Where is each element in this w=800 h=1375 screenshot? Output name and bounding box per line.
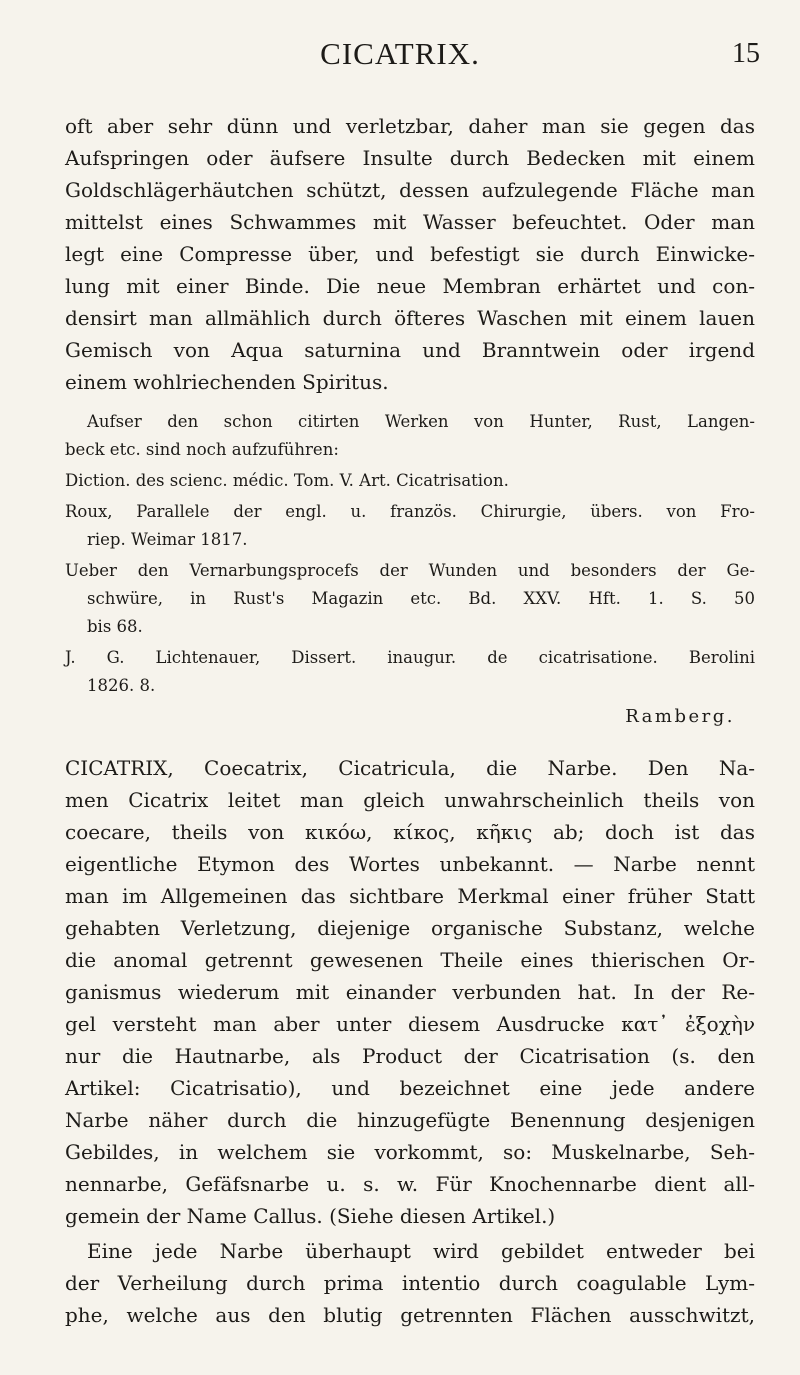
references-intro [65,408,755,464]
reference-line: Ueber den Vernarbungsprocefs der Wunden und besonders der Ge- [65,561,755,580]
text-line: Goldschlägerhäutchen schützt, dessen aufzulegende Fläche man [65,178,755,202]
text-line: eigentliche Etymon des Wortes unbekannt. — Narbe nennt [65,852,755,876]
text-line: gel versteht man aber unter diesem Ausdrucke κατ᾽ ἐξοχὴν [65,1012,755,1036]
text-line: Aufspringen oder äufsere Insulte durch Bedecken mit einem [65,146,755,170]
reference-line: Aufser den schon citirten Werken von Hunter, Rust, Langen- [87,412,755,431]
text-line: die anomal getrennt gewesenen Theile eines thierischen Or- [65,948,755,972]
reference-line: Diction. des scienc. médic. Tom. V. Art. Cicatrisation. [65,471,509,490]
references-block [65,408,755,731]
reference-line: schwüre, in Rust's Magazin etc. Bd. XXV. Hft. 1. S. 50 [87,589,755,608]
text-line: phe, welche aus den blutig getrennten Flächen ausschwitzt, [65,1303,755,1327]
reference-item [65,644,755,700]
reference-line: riep. Weimar 1817. [87,530,248,549]
reference-line: bis 68. [87,617,143,636]
reference-line: 1826. 8. [87,676,156,695]
reference-line: Roux, Parallele der engl. u. französ. Chirurgie, übers. von Fro- [65,502,755,521]
intro-paragraph [65,110,755,398]
text-line: ganismus wiederum mit einander verbunden hat. In der Re- [65,980,755,1004]
text-line: gehabten Verletzung, diejenige organische Substanz, welche [65,916,755,940]
text-line: men Cicatrix leitet man gleich unwahrscheinlich theils von [65,788,755,812]
reference-item [65,498,755,554]
text-line: lung mit einer Binde. Die neue Membran erhärtet und con- [65,274,755,298]
running-header [0,36,800,76]
text-line: einem wohlriechenden Spiritus. [65,370,389,394]
text-line: gemein der Name Callus. (Siehe diesen Artikel.) [65,1204,556,1228]
text-line: man im Allgemeinen das sichtbare Merkmal einer früher Statt [65,884,755,908]
page-number: 15 [732,38,760,69]
text-line: densirt man allmählich durch öfteres Waschen mit einem lauen [65,306,755,330]
text-line: nur die Hautnarbe, als Product der Cicatrisation (s. den [65,1044,755,1068]
text-line: der Verheilung durch prima intentio durch coagulable Lym- [65,1271,755,1295]
text-line: oft aber sehr dünn und verletzbar, daher man sie gegen das [65,114,755,138]
text-line: legt eine Compresse über, und befestigt sie durch Einwicke- [65,242,755,266]
reference-item [65,557,755,641]
reference-item [65,467,755,495]
running-title: CICATRIX. [320,36,480,71]
text-line: Gebildes, in welchem sie vorkommt, so: Muskelnarbe, Seh- [65,1140,755,1164]
text-line: coecare, theils von κικόω, κίκος, κῆκις ab; doch ist das [65,820,755,844]
text-line: CICATRIX, Coecatrix, Cicatricula, die Narbe. Den Na- [65,756,755,780]
text-line: Narbe näher durch die hinzugefügte Benennung desjenigen [65,1108,755,1132]
reference-line: J. G. Lichtenauer, Dissert. inaugur. de cicatrisatione. Berolini [65,648,755,667]
text-line: mittelst eines Schwammes mit Wasser befeuchtet. Oder man [65,210,755,234]
text-line: Eine jede Narbe überhaupt wird gebildet entweder bei [87,1239,755,1263]
article-paragraph [65,752,755,1232]
author-signature: Ramberg. [625,706,735,727]
reference-line: beck etc. sind noch aufzuführen: [65,440,339,459]
text-line: nennarbe, Gefäfsnarbe u. s. w. Für Knochennarbe dient all- [65,1172,755,1196]
text-line: Artikel: Cicatrisatio), und bezeichnet eine jede andere [65,1076,755,1100]
final-paragraph [65,1235,755,1331]
text-line: Gemisch von Aqua saturnina und Branntwein oder irgend [65,338,755,362]
